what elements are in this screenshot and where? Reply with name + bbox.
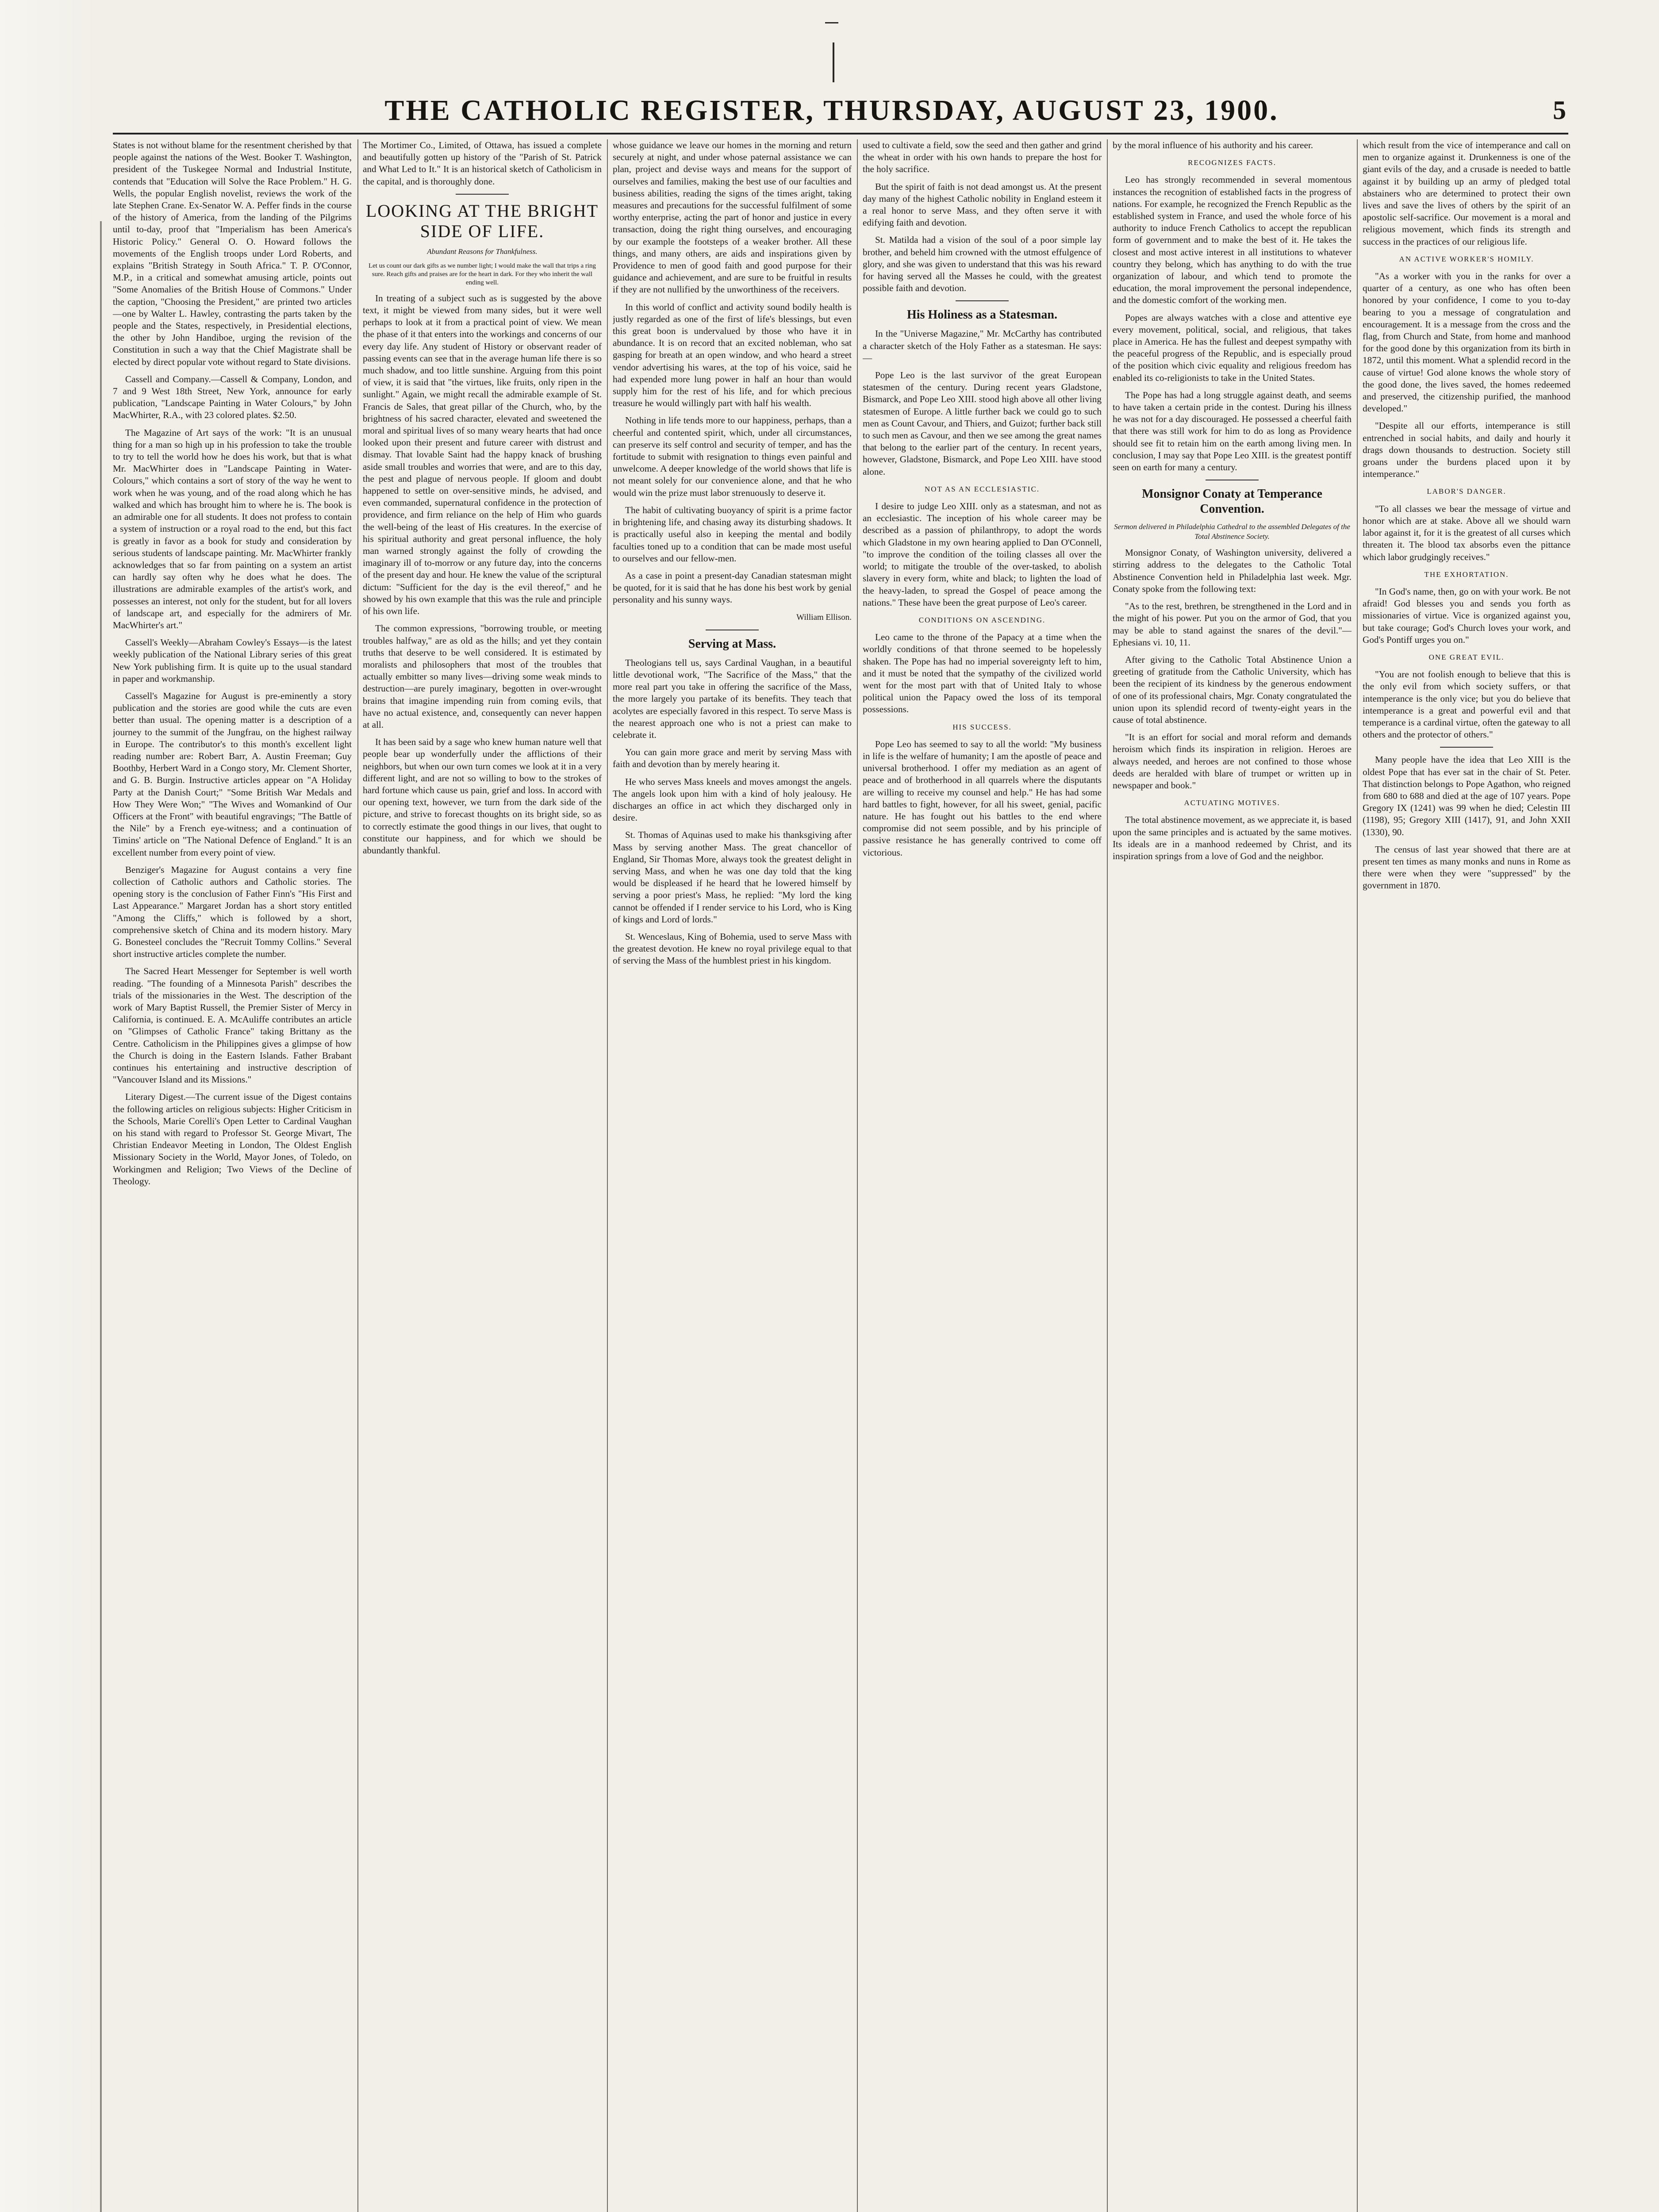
column-divider xyxy=(1357,139,1358,2212)
article-paragraph: Leo has strongly recommended in several momentous instances the recognition of established facts in the progress of nations. For example, he recognized the French Republic as the established system in France, and used the whole force of his authority to induce French Catholics to accept the republican form of government and to make the best of it. He takes the closest and most active interest in all institutions to whatever country they belong, which has anything to do with the true organization of labour, and which tend to promote the education, the moral improvement the personal independence, and the domestic comfort of the working men. xyxy=(1113,174,1352,306)
section-subhead: CONDITIONS ON ASCENDING. xyxy=(918,615,1046,624)
column-5 xyxy=(1113,139,1352,2212)
article-paragraph: St. Matilda had a vision of the soul of a poor simple lay brother, and beheld him crowned with the utmost effulgence of glory, and she was given to understand that this was his reward for having served all the Masses he could, with the greatest possible faith and devotion. xyxy=(863,234,1102,294)
article-paragraph: In the "Universe Magazine," Mr. McCarthy has contributed a character sketch of the Holy Father as a statesman. He says:— xyxy=(863,328,1102,363)
section-rule xyxy=(1440,747,1493,748)
article-paragraph: Cassell's Magazine for August is pre-eminently a story publication and the stories are good while the cuts are even better than usual. The opening matter is a description of a journey to the summit of the Jungfrau, on the highest railway in Europe. The contributor's to this month's excellent light reading number are: Robert Barr, A. Austin Freeman; Guy Boothby, Herbert Ward in a Congo story, Mr. Clement Shorter, and G. B. Burgin. Instructive articles appear on "A Holiday Party at the Danish Court;" "Some British War Medals and How They Were Won;" "The Wives and Womankind of Our Officers at the Front" with beautiful engravings; "The Battle of the Nile" by a French eye-witness; and a continuation of Timins' article on "The National Defence of England." It is an excellent number from every point of view. xyxy=(113,690,352,858)
article-heading: LOOKING AT THE BRIGHT SIDE OF LIFE. xyxy=(365,200,599,241)
article-paragraph: The common expressions, "borrowing trouble, or meeting troubles halfway," are as old as the hills; and yet they contain truths that deserve to be well considered. It is estimated by moralists and philosophers that most of the troubles that actually embitter so many lives—driving some weak minds to destruction—are purely imaginary, begotten in over-wrought brains that imagine impending ruin from coming evils, that have no actual existence, and, consequently can never happen at all. xyxy=(363,623,602,730)
article-paragraph: Leo came to the throne of the Papacy at a time when the worldly conditions of that throne seemed to be hopelessly shaken. The Pope has had no imperial sovereignty left to him, and it must be noted that the sympathy of the civilized world went for the most part with that of United Italy to whose political union the Papacy owed the loss of its temporal possessions. xyxy=(863,632,1102,715)
article-paragraph: He who serves Mass kneels and moves amongst the angels. The angels look upon him with a kind of holy jealousy. He discharges an office in act which they discharged only in desire. xyxy=(613,776,852,823)
article-paragraph: Many people have the idea that Leo XIII is the oldest Pope that has ever sat in the chair of St. Peter. That distinction belongs to Pope Agathon, who reigned from 680 to 688 and died at the age of 107 years. Pope Gregory IX (1241) was 99 when he died; Celestin III (1198), 95; Gregory XIII (1417), 91, and John XXII (1330), 90. xyxy=(1363,754,1571,837)
article-paragraph: which result from the vice of intemperance and call on men to organize against it. Drunkenness is one of the giant evils of the day, and a crusade is needed to battle against it by building up an army of pledged total abstainers who are determined to protect their own lives and save the lives of others by the spirit of an apostolic self-sacrifice. Our movement is a moral and religious movement, which finds its strength and success in the practices of our religious life. xyxy=(1363,140,1571,247)
column-divider xyxy=(857,139,858,2212)
article-paragraph: "You are not foolish enough to believe that this is the only evil from which society suffers, or that intemperance is the only vice; but you do believe that intemperance is a great and powerful evil and that temperance is a cardinal virtue, often the gateway to all others and the protector of others." xyxy=(1363,669,1571,740)
column-divider xyxy=(1107,139,1108,2212)
article-paragraph: As a case in point a present-day Canadian statesman might be quoted, for it is said that he has done his best work by genial personality and his sunny ways. xyxy=(613,570,852,605)
article-paragraph: Pope Leo has seemed to say to all the world: "My business in life is the welfare of humanity; I am the apostle of peace and universal brotherhood. I offer my mediation as an agent of peace and of brotherhood in all quarrels where the disputants are willing to receive my counsel and help." He has had some hard battles to fight, however, for all his sweet, genial, pacific nature. He has fought out his battles to the end where compromise did not seem possible, and by his principle of passive resistance he has generally contrived to come off victorious. xyxy=(863,738,1102,858)
article-paragraph: The Pope has had a long struggle against death, and seems to have taken a certain pride in the contest. During his illness he was not for a day discouraged. He possessed a cheerful faith that there was still work for him to do as long as Providence should see fit to retain him on the earth among living men. In conclusion, I may say that Pope Leo XIII. is the greatest pontiff seen on earth for many a century. xyxy=(1113,389,1352,473)
article-paragraph: You can gain more grace and merit by serving Mass with faith and devotion than by merely hearing it. xyxy=(613,747,852,770)
section-subhead: HIS SUCCESS. xyxy=(952,722,1012,731)
column-6 xyxy=(1363,139,1571,2212)
article-paragraph: Nothing in life tends more to our happiness, perhaps, than a cheerful and contented spirit, which, under all circumstances, can preserve its self control and security of temper, and has the fortitude to submit with resignation to things even painful and unwelcome. A deeper knowledge of the world shows that life is not meant solely for our convenience alone, and that he who would win the prize must labor strenuously to deserve it. xyxy=(613,415,852,498)
article-paragraph: used to cultivate a field, sow the seed and then gather and grind the wheat in order with his own hands to prepare the host for the holy sacrifice. xyxy=(863,140,1102,175)
page-number: 5 xyxy=(1553,96,1566,125)
section-subhead: ACTUATING MOTIVES. xyxy=(1184,799,1280,807)
article-paragraph: St. Thomas of Aquinas used to make his thanksgiving after Mass by serving another Mass. The great chancellor of England, Sir Thomas More, always took the greatest delight in serving Mass, and when he was one day told that the king would be displeased if he heard that he lowered himself by serving a poor priest's Mass, he replied: "My lord the king cannot be offended if I render service to his Lord, who is King of kings and Lord of lords." xyxy=(613,830,852,925)
masthead-title: THE CATHOLIC REGISTER, THURSDAY, AUGUST 23, 1900. xyxy=(384,94,1279,127)
section-subhead: ONE GREAT EVIL. xyxy=(1429,653,1505,661)
article-paragraph: The Magazine of Art says of the work: "It is an unusual thing for a man so high up in his profession to take the trouble to try to tell the world how he does his work, but that is what Mr. MacWhirter does in "Landscape Painting in Water-Colours," which contains a sort of story of the way he went to work when he was young, and of the road along which he has walked and which has brought him to where he is. The book is an admirable one for all students. It does not profess to contain a system of instruction or a royal road to the end, but this fact is greatly in favor as a book for study and consideration by serious students of landscape painting. Mr. MacWhirter frankly acknowledges that so far from painting on a system an artist can hardly say often why he does what he does. The illustrations are admirable examples of the artist's work, and possesses an interest, not only for the student, but for all lovers of landscape art, and especially for the admirers of Mr. MacWhirter's art." xyxy=(113,427,352,630)
article-paragraph: Benziger's Magazine for August contains a very fine collection of Catholic authors and Catholic stories. The opening story is the conclusion of Father Finn's "His First and Last Appearance." Margaret Jordan has a short story entitled "Among the Cliffs," which is followed by a short, comprehensive sketch of China and its modern history. Mary G. Bonesteel concludes the "Recruit Tommy Collins." Several short instructive articles complete the number. xyxy=(113,864,352,960)
column-3 xyxy=(613,139,852,2212)
page-edge xyxy=(100,221,102,2212)
article-paragraph: by the moral influence of his authority and his career. xyxy=(1113,140,1313,150)
article-paragraph: It has been said by a sage who knew human nature well that people bear up wonderfully under the afflictions of their neighbors, but when our own turn comes we look at it in a very different light, and are not so willing to bow to the strokes of hard fortune which cause us pain, grief and loss. In accord with our opening text, however, we turn from the dark side of the picture, and strive to forecast thoughts on its bright side, so as to correctly estimate the good things in our lives, that ought to constitute our happiness, and for which we should be abundantly thankful. xyxy=(363,737,602,856)
article-heading: Serving at Mass. xyxy=(688,637,776,651)
section-subhead: LABOR'S DANGER. xyxy=(1427,487,1506,496)
article-paragraph: "In God's name, then, go on with your work. Be not afraid! God blesses you and sends you forth as missionaries of virtue. Vice is organized against you, but take courage; God's Church loves your work, and God's Pontiff urges you on." xyxy=(1363,586,1571,645)
section-subhead: AN ACTIVE WORKER'S HOMILY. xyxy=(1399,254,1534,263)
article-heading: His Holiness as a Statesman. xyxy=(907,308,1057,322)
section-subhead: NOT AS AN ECCLESIASTIC. xyxy=(924,484,1040,493)
article-subheading: Sermon delivered in Philadelphia Cathedral to the assembled Delegates of the Total Abstinence Society. xyxy=(1114,522,1350,541)
scan-mark xyxy=(833,42,834,82)
column-4 xyxy=(863,139,1102,2212)
column-divider xyxy=(357,139,358,2212)
article-paragraph: After giving to the Catholic Total Abstinence Union a greeting of gratitude from the Catholic University, which has been the recipient of its kindness by the generous endowment of one of its professional chairs, Mgr. Conaty congratulated the union upon its splendid record of twenty-eight years in the cause of total abstinence. xyxy=(1113,654,1352,725)
article-paragraph: Cassell's Weekly—Abraham Cowley's Essays—is the latest weekly publication of the National Library series of this great New York publishing firm. It is quite up to the usual standard in paper and workmanship. xyxy=(113,637,352,684)
article-paragraph: "As a worker with you in the ranks for over a quarter of a century, as one who has often been honored by your confidence, I come to you to-day bearing to you a message of congratulation and encouragement. It is a message from the cross and the flag, from Church and State, from home and manhood for the good done by this organization from its birth in 1872, until this moment. What a splendid record in the cause of virtue! God alone knows the whole story of the good done, the lives saved, the homes redeemed and preserved, the citizenship purified, the manhood developed." xyxy=(1363,271,1571,414)
article-paragraph: Cassell and Company.—Cassell & Company, London, and 7 and 9 West 18th Street, New York, announce for early publication, "Landscape Painting in Water Colours," by John MacWhirter, R.A., with 23 colored plates. $2.50. xyxy=(113,373,352,421)
section-subhead: RECOGNIZES FACTS. xyxy=(1188,158,1276,167)
article-paragraph: "As to the rest, brethren, be strengthened in the Lord and in the might of his power. Put you on the armor of God, that you may be able to stand against the snares of the devil."—Ephesians vi. 10, 11. xyxy=(1113,601,1352,648)
scan-margin xyxy=(0,0,97,2212)
article-subheading: Abundant Reasons for Thankfulness. xyxy=(427,247,538,256)
article-heading: Monsignor Conaty at Temperance Convention. xyxy=(1142,487,1322,516)
article-paragraph: "It is an effort for social and moral reform and demands heroism which finds its inspiration in religion. Heroes are always needed, and heroes are not confined to those whose deeds are heralded with blare of trumpet or written up in newspaper and book." xyxy=(1113,732,1352,791)
column-2 xyxy=(363,139,602,2212)
epigraph: Let us count our dark gifts as we number light; I would make the wall that trips a ring sure. Reach gifts and praises are for the heart in dark. For they who inherit the wall ending well. xyxy=(368,262,596,286)
article-paragraph: St. Wenceslaus, King of Bohemia, used to serve Mass with the greatest devotion. He knew no royal privilege equal to that of serving the Mass of the humblest priest in his kingdom. xyxy=(613,931,852,966)
article-paragraph: The census of last year showed that there are at present ten times as many monks and nuns in Rome as there were when they were "suppressed" by the government in 1870. xyxy=(1363,844,1571,891)
signature: William Ellison. xyxy=(796,612,852,622)
article-paragraph: "To all classes we bear the message of virtue and honor which are at stake. Above all we should warn labor against it, for it is the greatest of all curses which threaten it. The blood tax absorbs even the pittance which labor grudgingly receives." xyxy=(1363,503,1571,562)
article-paragraph: But the spirit of faith is not dead amongst us. At the present day many of the highest Catholic nobility in England esteem it a real honor to serve Mass, and they often serve it with edifying faith and devotion. xyxy=(863,181,1102,228)
column-divider xyxy=(607,139,608,2212)
scan-mark xyxy=(825,22,838,23)
masthead xyxy=(97,91,1566,131)
article-paragraph: Popes are always watches with a close and attentive eye every movement, political, social, and religious, that takes place in America. He has the fullest and deepest sympathy with the peaceful progress of the Republic, and is especially proud of the position which civic equality and religious freedom has enabled its co-religionists to take in the United States. xyxy=(1113,312,1352,383)
article-paragraph: Literary Digest.—The current issue of the Digest contains the following articles on religious subjects: Higher Criticism in the Schools, Marie Corelli's Open Letter to Cardinal Vaughan on his stand with regard to Professor St. George Mivart, The Christian Endeavor Meeting in London, The Oldest English Missionary Society in the World, Mayor Jones, of Toledo, on Workingmen and Religion; Two Views of the Decline of Theology. xyxy=(113,1091,352,1187)
article-paragraph: The habit of cultivating buoyancy of spirit is a prime factor in brightening life, and chasing away its disturbing shadows. It is practically useful also in keeping the mental and bodily faculties toned up to a condition that can be made most useful to ourselves and our fellow-men. xyxy=(613,504,852,564)
section-rule xyxy=(956,300,1009,301)
article-paragraph: In treating of a subject such as is suggested by the above text, it might be viewed from many sides, but it were well perhaps to look at it from a practical point of view. We mean the phase of it that enters into the workings and concerns of our every day life. Any student of History or observant reader of passing events can see that in the average human life there is so much shadow, and too little sunshine. Arguing from this point of view, it is said that "the virtues, like fruits, only ripen in the sunlight." Again, we might recall the admirable example of St. Francis de Sales, that great pillar of the Church, who, by the brightness of his sacred character, elevated and sweetened the moral and spiritual lives of so many weary hearts that had once looked upon their present and future career with distrust and dismay. That lovable Saint had the happy knack of brushing aside small troubles and worries that were, and are to this day, the pest and plague of nervous people. If gloom and doubt happened to settle on over-sensitive minds, he advised, and even commanded, supernatural confidence in the protection of providence, and firm reliance on the help of Him who guards the well-being of the least of His creatures. In the exercise of his spiritual authority and great personal influence, the holy man warned strongly against the folly of crowding the imaginary ill of to-morrow or any future day, into the concerns of the present day and hour. He knew the value of the scriptural dictum: "Sufficient for the day is the evil thereof," and he showed by his own example that this was the rule and principle of his own life. xyxy=(363,292,602,617)
article-paragraph: In this world of conflict and activity sound bodily health is justly regarded as one of the first of life's blessings, but even this great boon is undervalued by those who have it in abundance. It is on record that an excited nobleman, who sat gasping for breath at an open window, and who heard a street vendor advertising his wares, at the top of his voice, said he had expended more lung power in half an hour than would supply him for the rest of his life, and for which precious treasure he would willingly part with half his wealth. xyxy=(613,301,852,409)
article-paragraph: Theologians tell us, says Cardinal Vaughan, in a beautiful little devotional work, "The Sacrifice of the Mass," that the more real part you take in offering the sacrifice of the Mass, the more largely you partake of its benefits. They teach that acolytes are especially favored in this respect. To serve Mass is the nearest approach one who is not a priest can make to celebrate it. xyxy=(613,657,852,740)
article-paragraph: The Mortimer Co., Limited, of Ottawa, has issued a complete and beautifully gotten up history of the "Parish of St. Patrick and What Led to It." It is an historical sketch of Catholicism in the capital, and is thoroughly done. xyxy=(363,140,602,187)
section-subhead: THE EXHORTATION. xyxy=(1424,570,1509,579)
article-paragraph: whose guidance we leave our homes in the morning and return securely at night, and under whose paternal assistance we can plan, project and devise ways and means for the support of ourselves and families, making the best use of our faculties and business abilities, reading the signs of the times aright, taking measures and precautions for the successful fulfilment of some worthy enterprise, acting the part of honor and justice in every transaction, doing the right thing ourselves, and encouraging by our example the footsteps of a weaker brother. All these things, and many others, are aids and inspirations given by Providence to men of good faith and good purpose for their guidance and achievement, and are sure to be fruitful in results if they are not nullified by the unworthiness of the receivers. xyxy=(613,140,852,295)
article-paragraph: Pope Leo is the last survivor of the great European statesmen of the century. During recent years Gladstone, Bismarck, and Pope Leo XIII. stood high above all other living statesmen of Europe. A little further back we could go to such men as Count Cavour, and Thiers, and Guizot; further back still to such men as Cavour, and then we see among the great names that belong to the earlier part of the century. In recent years, however, Gladstone, Bismarck, and Pope Leo XIII. have stood alone. xyxy=(863,370,1102,477)
article-paragraph: States is not without blame for the resentment cherished by that people against the nations of the West. Booker T. Washington, president of the Tuskegee Normal and Industrial Institute, contends that "Education will Solve the Race Problem." H. G. Wells, the popular English novelist, reviews the work of the late Stephen Crane. Ex-Senator W. A. Peffer finds in the course of the history of America, from the landing of the Pilgrims until to-day, proof that "Imperialism has been America's Historic Policy." General O. O. Howard follows the movements of the English troops under Lord Roberts, and explains "British Strategy in South Africa." T. P. O'Connor, M.P., in a critical and somewhat amusing article, points out "Some Anomalies of the British House of Commons." Under the caption, "Choosing the President," are printed two articles—one by Walter L. Hawley, contrasting the parts taken by the people and the States, respectively, in Presidential elections, the other by John Handiboe, urging the revision of the Constitution in such a way that the Chief Magistrate shall be elected by direct popular vote without regard to State divisions. xyxy=(113,140,352,367)
article-paragraph: "Despite all our efforts, intemperance is still entrenched in social habits, and daily and hourly it drags down thousands to destruction. Society still groans under the burdens placed upon it by intemperance." xyxy=(1363,420,1571,480)
article-paragraph: I desire to judge Leo XIII. only as a statesman, and not as an ecclesiastic. The inception of his whole career may be described as a passion of philanthropy, to adopt the words which Gladstone in my own hearing applied to Dan O'Connell, "to improve the condition of the toiling classes all over the world; to mitigate the trouble of the over-tasked, to abolish slavery in every form, white and black; to lighten the load of the heavy-laden, to spread the Gospel of peace among the nations." These have been the great purpose of Leo's career. xyxy=(863,501,1102,608)
section-rule xyxy=(456,194,509,195)
article-paragraph: The total abstinence movement, as we appreciate it, is based upon the same principles and is actuated by the same motives. Its ideals are in a manhood redeemed by Christ, and its inspiration springs from a love of God and the neighbor. xyxy=(1113,814,1352,861)
column-1 xyxy=(113,139,352,2212)
article-paragraph: Monsignor Conaty, of Washington university, delivered a stirring address to the delegates to the Catholic Total Abstinence Convention held in Philadelphia last week. Mgr. Conaty spoke from the following text: xyxy=(1113,547,1352,594)
article-paragraph: The Sacred Heart Messenger for September is well worth reading. "The founding of a Minnesota Parish" describes the trials of the missionaries in the West. The description of the work of Mary Baptist Russell, the Premier Sister of Mercy in California, is continued. E. A. McAuliffe contributes an article on "Glimpses of Catholic France" taking Brittany as the Centre. Catholicism in the Philippines gives a glimpse of how the Church is doing in the Eastern Islands. Father Brabant continues his entertaining and instructive description of "Vancouver Island and its Missions." xyxy=(113,966,352,1085)
masthead-rule xyxy=(113,133,1568,134)
